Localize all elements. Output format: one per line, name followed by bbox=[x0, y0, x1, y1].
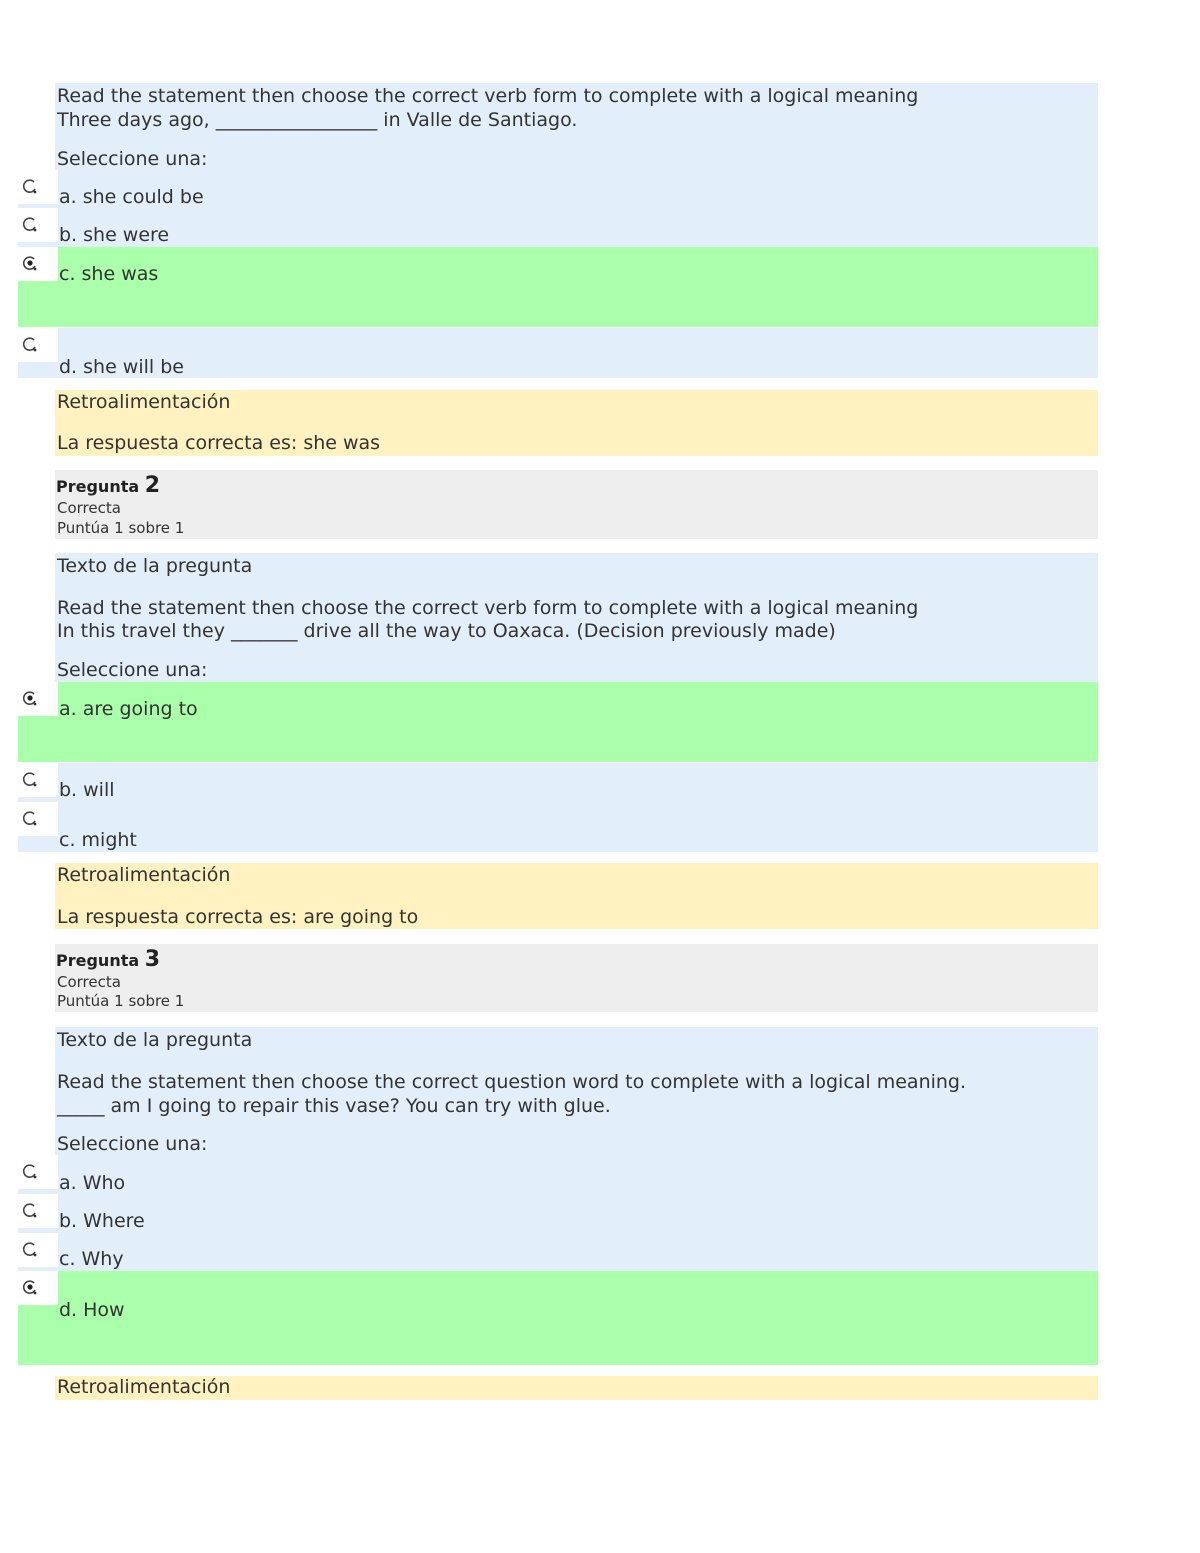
radio-icon[interactable] bbox=[21, 1202, 39, 1220]
q2-select-label: Seleccione una: bbox=[57, 659, 208, 681]
q2-option-a-highlight bbox=[18, 682, 1098, 762]
q3-instruction: Read the statement then choose the correct question word to complete with a logical meaning. bbox=[57, 1071, 967, 1093]
q3-number: 3 bbox=[144, 947, 161, 972]
q2-option-c[interactable]: c. might bbox=[59, 829, 137, 851]
q2-options-area bbox=[18, 763, 1098, 852]
q1-option-d[interactable]: d. she will be bbox=[59, 356, 184, 378]
radio-icon[interactable] bbox=[21, 255, 39, 273]
q1-sentence: Three days ago, _________________ in Valle de Santiago. bbox=[57, 109, 578, 131]
q1-select-label: Seleccione una: bbox=[57, 148, 208, 170]
q2-feedback-title: Retroalimentación bbox=[57, 864, 231, 886]
q2-header bbox=[55, 470, 1098, 539]
q1-option-b[interactable]: b. she were bbox=[59, 224, 170, 246]
q1-feedback-text: La respuesta correcta es: she was bbox=[57, 432, 381, 454]
q3-option-b[interactable]: b. Where bbox=[59, 1210, 145, 1232]
radio-icon[interactable] bbox=[21, 336, 39, 354]
radio-icon[interactable] bbox=[21, 178, 39, 196]
radio-icon[interactable] bbox=[21, 771, 39, 789]
q1-options-area bbox=[18, 170, 1098, 248]
q3-option-d-highlight bbox=[18, 1271, 1098, 1365]
q2-text-label: Texto de la pregunta bbox=[57, 555, 253, 577]
q2-instruction: Read the statement then choose the correct verb form to complete with a logical meaning bbox=[57, 597, 919, 619]
q2-number: 2 bbox=[144, 473, 161, 498]
q2-option-a[interactable]: a. are going to bbox=[59, 698, 198, 720]
radio-icon[interactable] bbox=[21, 1163, 39, 1181]
q2-score: Puntúa 1 sobre 1 bbox=[57, 519, 185, 537]
q3-options-area bbox=[18, 1155, 1098, 1272]
radio-icon[interactable] bbox=[21, 216, 39, 234]
q3-text-label: Texto de la pregunta bbox=[57, 1029, 253, 1051]
q1-option-c[interactable]: c. she was bbox=[59, 263, 159, 285]
radio-icon[interactable] bbox=[21, 810, 39, 828]
q2-sentence: In this travel they _______ drive all the way to Oaxaca. (Decision previously made) bbox=[57, 620, 836, 642]
q3-option-a[interactable]: a. Who bbox=[59, 1172, 126, 1194]
radio-icon[interactable] bbox=[21, 1241, 39, 1259]
q1-option-c-highlight bbox=[18, 247, 1098, 327]
q3-header bbox=[55, 944, 1098, 1012]
q1-option-a[interactable]: a. she could be bbox=[59, 186, 204, 208]
q3-header-title: Pregunta 3 bbox=[56, 947, 161, 972]
radio-icon[interactable] bbox=[21, 690, 39, 708]
q2-header-title: Pregunta 2 bbox=[56, 473, 161, 498]
q3-status: Correcta bbox=[57, 973, 121, 991]
q3-sentence: _____ am I going to repair this vase? You can try with glue. bbox=[57, 1095, 611, 1117]
q3-option-c[interactable]: c. Why bbox=[59, 1248, 124, 1270]
q2-feedback-text: La respuesta correcta es: are going to bbox=[57, 906, 419, 928]
q1-feedback-title: Retroalimentación bbox=[57, 391, 231, 413]
radio-icon[interactable] bbox=[21, 1279, 39, 1297]
q2-option-b[interactable]: b. will bbox=[59, 779, 115, 801]
q3-feedback-title: Retroalimentación bbox=[57, 1376, 231, 1398]
q3-score: Puntúa 1 sobre 1 bbox=[57, 992, 185, 1010]
q3-select-label: Seleccione una: bbox=[57, 1133, 208, 1155]
q1-instruction: Read the statement then choose the correct verb form to complete with a logical meaning bbox=[57, 85, 919, 107]
q3-option-d[interactable]: d. How bbox=[59, 1299, 125, 1321]
q2-status: Correcta bbox=[57, 499, 121, 517]
